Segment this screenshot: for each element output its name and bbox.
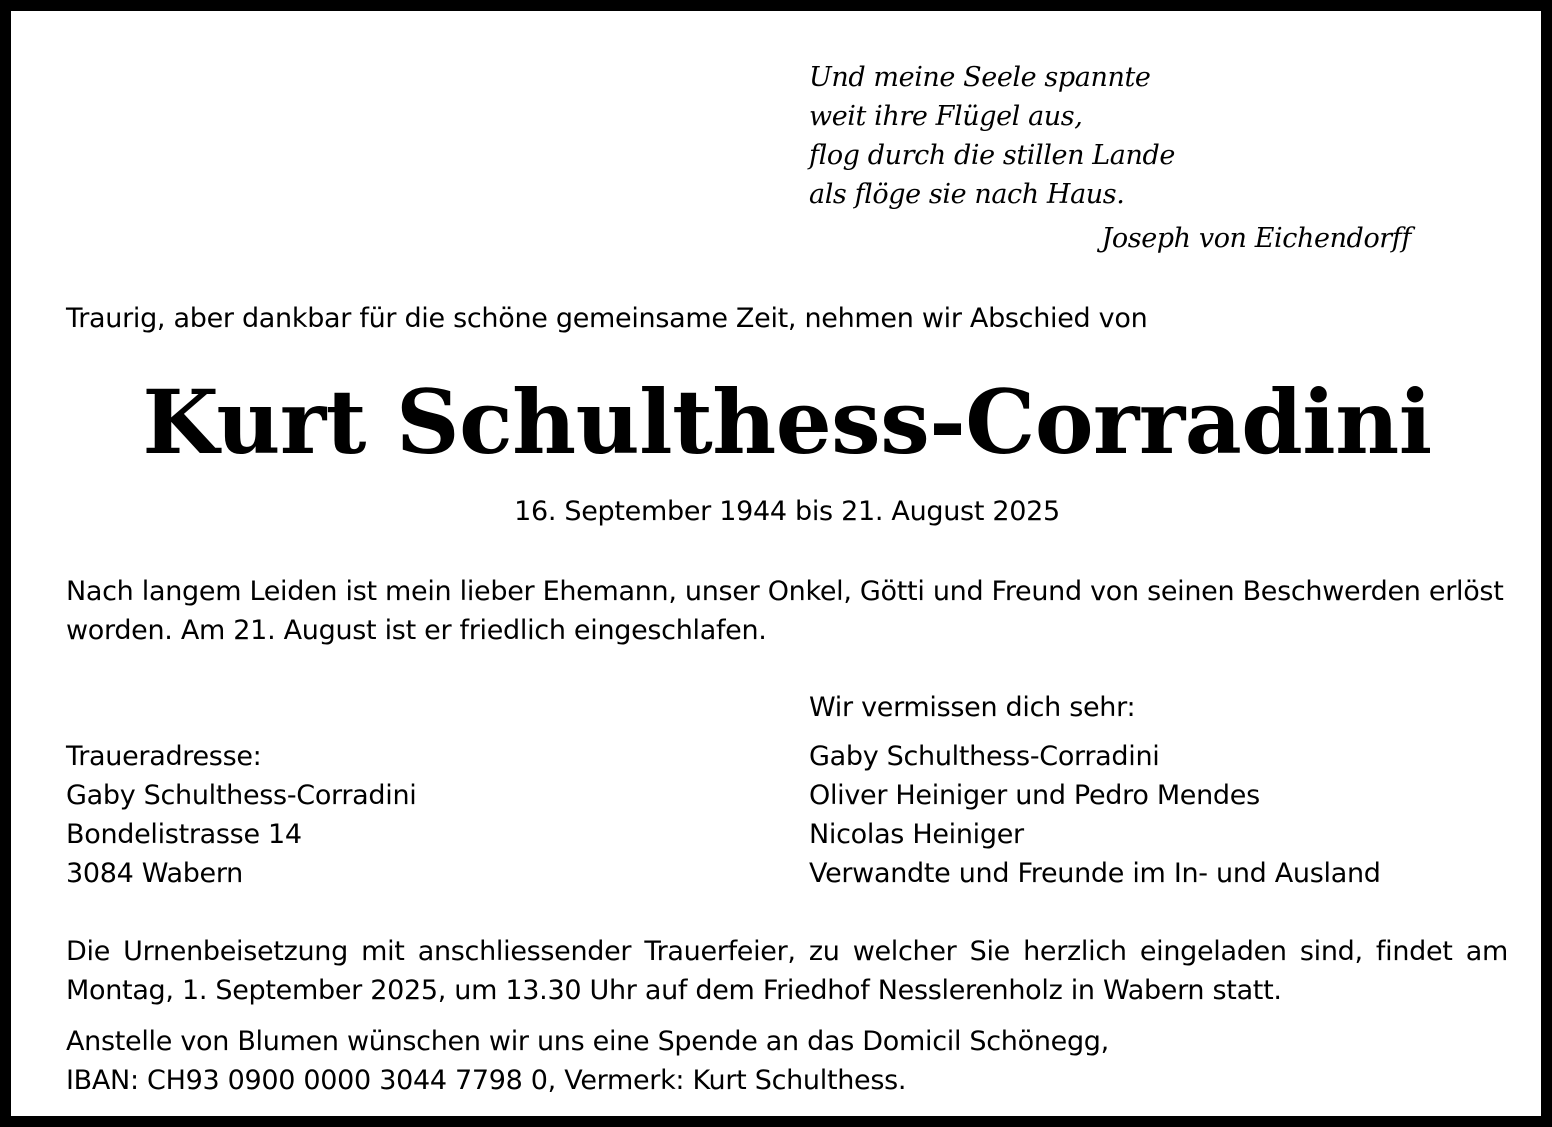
message-line: Nach langem Leiden ist mein lieber Ehemann, unser Onkel, Götti und Freund von seinen Beschwerden erlöst xyxy=(66,576,1504,607)
message-line: worden. Am 21. August ist er friedlich eingeschlafen. xyxy=(66,615,767,646)
address-line: 3084 Wabern xyxy=(66,858,243,889)
poem-line: als flöge sie nach Haus. xyxy=(809,179,1125,210)
family-member: Oliver Heiniger und Pedro Mendes xyxy=(809,780,1260,811)
family-heading: Wir vermissen dich sehr: xyxy=(809,692,1136,723)
intro-text: Traurig, aber dankbar für die schöne gemeinsame Zeit, nehmen wir Abschied von xyxy=(66,303,1148,334)
poem-line: flog durch die stillen Lande xyxy=(809,140,1175,171)
address-line: Gaby Schulthess-Corradini xyxy=(66,780,417,811)
poem-line: Und meine Seele spannte xyxy=(809,62,1151,93)
poem-author: Joseph von Eichendorff xyxy=(1101,223,1411,254)
ceremony-line: Montag, 1. September 2025, um 13.30 Uhr auf dem Friedhof Nesslerenholz in Wabern statt. xyxy=(66,975,1282,1006)
life-dates: 16. September 1944 bis 21. August 2025 xyxy=(514,496,1060,527)
donation-paragraph xyxy=(66,1022,1109,1100)
message-paragraph xyxy=(66,572,1504,650)
poem-line: weit ihre Flügel aus, xyxy=(809,101,1083,132)
ceremony-paragraph xyxy=(66,932,1508,1010)
family-member: Verwandte und Freunde im In- und Ausland xyxy=(809,858,1381,889)
address-line: Bondelistrasse 14 xyxy=(66,819,302,850)
donation-line: IBAN: CH93 0900 0000 3044 7798 0, Vermerk: Kurt Schulthess. xyxy=(66,1065,907,1096)
family-member: Gaby Schulthess-Corradini xyxy=(809,741,1160,772)
mourning-address xyxy=(66,737,416,893)
donation-line: Anstelle von Blumen wünschen wir uns eine Spende an das Domicil Schönegg, xyxy=(66,1026,1109,1057)
ceremony-line: Die Urnenbeisetzung mit anschliessender Trauerfeier, zu welcher Sie herzlich eingeladen sind, findet am xyxy=(66,936,1508,967)
family-member: Nicolas Heiniger xyxy=(809,819,1024,850)
address-label: Traueradresse: xyxy=(66,741,262,772)
poem-quote xyxy=(809,58,1175,214)
deceased-name: Kurt Schulthess-Corradini xyxy=(142,370,1432,474)
family-members xyxy=(809,737,1381,893)
